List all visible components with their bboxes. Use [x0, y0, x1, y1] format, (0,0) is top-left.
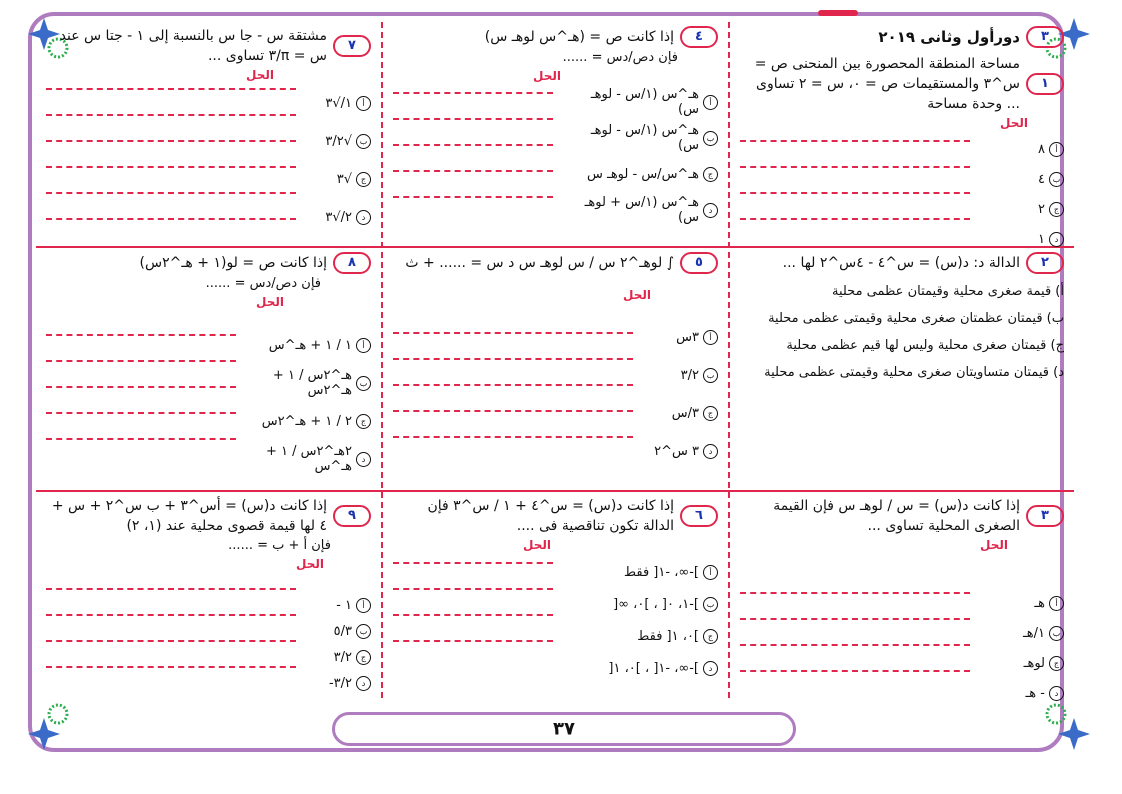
option-d[interactable] [311, 670, 371, 696]
option-bullet-icon: أ [703, 330, 718, 345]
option-bullet-icon: د [356, 452, 371, 467]
option-b[interactable] [974, 618, 1064, 648]
option-text: قيمتان صغرى محلية وليس لها قيم عظمى محلية [786, 338, 1047, 353]
option-a[interactable] [558, 556, 718, 588]
question-subtext: فإن دص/دس = ...... [562, 50, 678, 65]
question-head [46, 252, 371, 274]
option-text: قيمتان متساويتان صغرى محلية وقيمتى عظمى محلية [764, 365, 1049, 380]
question-head [393, 496, 718, 536]
option-d[interactable] [974, 678, 1064, 708]
option-bullet-icon: ج [1049, 202, 1064, 217]
question-text: إذا كانت ص = لو(١ + هـ^٢س) [139, 255, 327, 271]
option-text: ٢/√٣ [325, 209, 352, 225]
question-7 [36, 22, 381, 246]
option-d[interactable] [558, 652, 718, 684]
question-text: إذا كانت د(س) = س / لوهـ س فإن القيمة الصغرى المحلية تساوى ... [773, 498, 1020, 534]
question-3 [730, 492, 1074, 701]
option-text: ]-∞، -١[ فقط [624, 564, 699, 580]
question-number: ٦ [680, 505, 718, 527]
unit-number: ٣ [1026, 26, 1064, 48]
option-d[interactable] [568, 192, 718, 228]
question-subtext: فإن أ + ب = ...... [228, 538, 331, 553]
question-text: ∫ لوهـ^٢ س / س لوهـ س د س = ...... + ث [405, 255, 674, 271]
option-c[interactable] [974, 648, 1064, 678]
question-head [46, 496, 371, 536]
option-text: هـ^س (١/س - لوهـ س) [590, 123, 699, 153]
option-text: هـ^س/س - لوهـ س [587, 166, 699, 182]
option-bullet-icon: د [356, 210, 371, 225]
option-bullet-icon: ب [703, 597, 718, 612]
option-bullet-icon: ب [356, 376, 371, 391]
option-bullet-icon: أ [356, 338, 371, 353]
question-number: ٢ [1026, 252, 1064, 274]
answer-lines [393, 92, 553, 222]
dot-ring-icon [46, 702, 70, 726]
answer-lines [46, 88, 296, 244]
option-bullet-icon: ب [1049, 626, 1064, 641]
option-bullet-icon: أ [356, 96, 371, 111]
option-text: ٢هـ^٢س / ١ + هـ^س [265, 444, 352, 474]
option-bullet-icon: ب [703, 131, 718, 146]
option-bullet-icon: أ [1049, 596, 1064, 611]
option-bullet-icon: د [1049, 686, 1064, 701]
options [974, 588, 1064, 708]
option-text: ١ [1038, 231, 1045, 247]
question-6 [383, 492, 728, 698]
option-text: ٥/٣ [333, 623, 352, 639]
option-bullet-icon: ج [1049, 656, 1064, 671]
option-bullet-icon: ج [703, 406, 718, 421]
page-number-frame [332, 712, 796, 746]
question-number: ٣ [1026, 505, 1064, 527]
options [740, 282, 1064, 382]
options [311, 592, 371, 696]
option-d[interactable] [648, 432, 718, 470]
option-text: ٣/٢ [680, 367, 699, 383]
option-text: ]٠، ١[ فقط [637, 628, 699, 644]
answer-lines [393, 332, 633, 462]
question-head [740, 496, 1064, 536]
option-c[interactable] [311, 644, 371, 670]
option-a[interactable] [301, 84, 371, 122]
page-number: ٣٧ [553, 718, 575, 740]
option-a[interactable] [311, 592, 371, 618]
solution-label: الحل [533, 69, 561, 83]
options [558, 556, 718, 684]
solution-label: الحل [1000, 116, 1028, 130]
option-c[interactable] [558, 620, 718, 652]
question-number: ٩ [333, 505, 371, 527]
question-2 [730, 248, 1074, 490]
option-a[interactable]: أ) قيمة صغرى محلية وقيمتان عظمى محلية [831, 284, 1064, 299]
option-text: ]-١، ٠[ ، ]٠، ∞[ [613, 596, 699, 612]
option-text: ٤ [1038, 171, 1045, 187]
question-head [393, 26, 718, 48]
option-text: ٣/س [671, 405, 699, 421]
option-text: قيمة صغرى محلية وقيمتان عظمى محلية [831, 284, 1052, 299]
solution-label: الحل [980, 538, 1008, 552]
option-bullet-icon: د [703, 444, 718, 459]
question-4 [383, 22, 728, 246]
option-b[interactable] [301, 122, 371, 160]
option-text: لوهـ [1023, 655, 1045, 671]
unit-title: دورأول وثانى ٢٠١٩ [878, 28, 1020, 46]
option-text: هـ^٢س / ١ + هـ^٢س [272, 368, 352, 398]
option-text: ٢ / ١ + هـ^٢س [261, 413, 352, 429]
question-head [393, 252, 718, 274]
question-1 [730, 22, 1074, 246]
option-text: ١/هـ [1022, 625, 1045, 641]
options [241, 326, 371, 478]
option-d[interactable]: د) قيمتان متساويتان صغرى محلية وقيمتى عظمى محلية [764, 365, 1064, 380]
option-bullet-icon: ب [703, 368, 718, 383]
option-bullet-icon: ب [356, 134, 371, 149]
question-head [740, 252, 1064, 274]
question-text: إذا كانت ص = (هـ^س لوهـ س) [484, 29, 674, 45]
option-c[interactable] [301, 160, 371, 198]
question-number: ١ [1026, 73, 1064, 95]
option-text: ١ / ١ + هـ^س [268, 337, 352, 353]
option-bullet-icon: ج [356, 172, 371, 187]
option-a[interactable] [648, 318, 718, 356]
option-text: ٢ [1038, 201, 1045, 217]
question-number: ٧ [333, 35, 371, 57]
question-9 [36, 492, 381, 698]
options [568, 84, 718, 228]
option-bullet-icon: د [703, 203, 718, 218]
question-5 [383, 248, 728, 490]
question-text: مشتقة س - جا س بالنسبة إلى ١ - جتا س عند س = π/٣ تساوى ... [59, 28, 327, 64]
option-text: ٣س [676, 329, 699, 345]
question-subtext: فإن دص/دس = ...... [205, 276, 321, 291]
question-text: إذا كانت د(س) = س^٤ + ١ / س^٣ فإن الدالة تكون تناقصية فى .... [427, 498, 674, 534]
solution-label: الحل [523, 538, 551, 552]
option-bullet-icon: أ [1049, 142, 1064, 157]
option-bullet-icon: ج [703, 629, 718, 644]
option-b[interactable]: ب) قيمتان عظمتان صغرى محلية وقيمتى عظمى محلية [768, 311, 1064, 326]
option-a[interactable] [568, 84, 718, 120]
option-bullet-icon: د [1049, 232, 1064, 247]
option-bullet-icon: أ [703, 95, 718, 110]
question-number: ٨ [333, 252, 371, 274]
option-a[interactable] [974, 588, 1064, 618]
answer-lines [393, 562, 553, 666]
option-bullet-icon: ب [356, 624, 371, 639]
option-text: √٣ [336, 171, 352, 187]
option-c[interactable]: ج) قيمتان صغرى محلية وليس لها قيم عظمى محلية [786, 338, 1064, 353]
option-b[interactable] [558, 588, 718, 620]
option-bullet-icon: أ [703, 565, 718, 580]
question-text: مساحة المنطقة المحصورة بين المنحنى ص = س^٣ والمستقيمات ص = ٠، س = ٢ تساوى ... وحدة مساحة [754, 56, 1020, 112]
option-c[interactable] [568, 156, 718, 192]
options [301, 84, 371, 236]
option-text: ٣ س^٢ [654, 443, 699, 459]
option-d[interactable] [301, 198, 371, 236]
solution-label: الحل [256, 295, 284, 309]
answer-lines [46, 334, 236, 464]
question-8 [36, 248, 381, 490]
option-text: هـ [1034, 595, 1045, 611]
solution-label: الحل [246, 68, 274, 82]
unit-header [740, 26, 1064, 48]
option-text: ٣/٢ [333, 649, 352, 665]
option-c[interactable] [241, 402, 371, 440]
option-text: قيمتان عظمتان صغرى محلية وقيمتى عظمى محلية [768, 311, 1043, 326]
option-text: ١/√٣ [325, 95, 352, 111]
solution-label: الحل [623, 288, 651, 302]
option-bullet-icon: ج [356, 414, 371, 429]
red-pen-mark [818, 10, 858, 16]
option-text: - هـ [1025, 685, 1045, 701]
question-head [740, 54, 1064, 114]
options [648, 318, 718, 470]
answer-lines [46, 588, 296, 692]
option-bullet-icon: ج [356, 650, 371, 665]
option-bullet-icon: ج [703, 167, 718, 182]
answer-lines [740, 592, 970, 696]
option-text: ]-∞، -١[ ، ]٠، ١[ [608, 660, 699, 676]
option-text: هـ^س (١/س - لوهـ س) [590, 87, 699, 117]
question-number: ٥ [680, 252, 718, 274]
answer-lines [740, 140, 970, 244]
option-b[interactable] [568, 120, 718, 156]
solution-label: الحل [296, 557, 324, 571]
option-bullet-icon: د [703, 661, 718, 676]
option-b[interactable] [241, 364, 371, 402]
question-text: إذا كانت د(س) = أس^٣ + ب س^٢ + س + ٤ لها قيمة قصوى محلية عند (١، ٢) [51, 498, 327, 534]
option-text: هـ^س (١/س + لوهـ س) [584, 195, 699, 225]
option-text: √٣/٢ [325, 133, 352, 149]
option-text: ١ - [336, 597, 352, 613]
option-bullet-icon: أ [356, 598, 371, 613]
option-bullet-icon: د [356, 676, 371, 691]
option-text: ٨ [1038, 141, 1045, 157]
option-text: ٣/٢- [328, 675, 352, 691]
question-text: الدالة د: د(س) = س^٤ - ٤س^٢ لها ... [782, 255, 1020, 271]
option-c[interactable] [648, 394, 718, 432]
question-number: ٤ [680, 26, 718, 48]
question-grid [36, 22, 1074, 701]
option-a[interactable] [241, 326, 371, 364]
option-d[interactable] [241, 440, 371, 478]
option-b[interactable] [648, 356, 718, 394]
option-bullet-icon: ب [1049, 172, 1064, 187]
question-head [46, 26, 371, 66]
option-b[interactable] [311, 618, 371, 644]
